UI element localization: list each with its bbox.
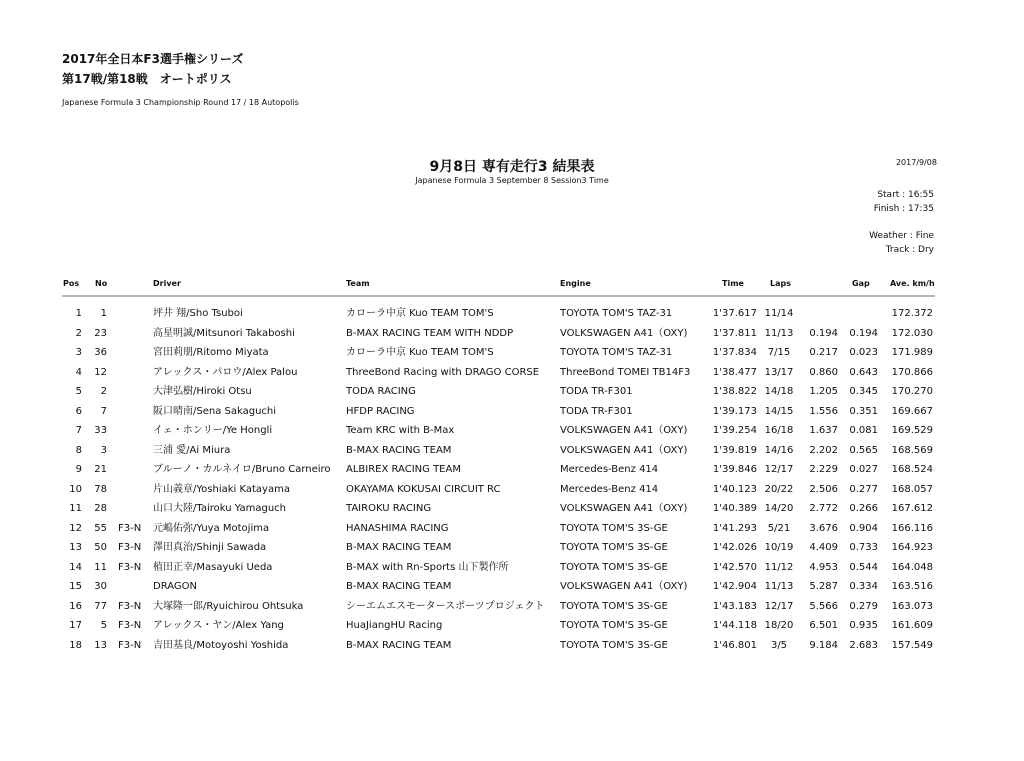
row-team: HFDP RACING <box>346 405 415 417</box>
row-driver: DRAGON <box>153 581 198 592</box>
table-row <box>0 460 1024 480</box>
row-gap-prev: 0.643 <box>849 366 878 378</box>
row-team: B-MAX RACING TEAM <box>346 581 452 592</box>
row-pos: 1 <box>75 308 82 319</box>
table-row <box>0 343 1024 363</box>
table-row <box>0 402 1024 422</box>
finish-time: Finish : 17:35 <box>873 204 934 214</box>
row-avg-speed: 163.516 <box>891 581 933 592</box>
row-team: ThreeBond Racing with DRAGO CORSE <box>346 366 540 378</box>
row-laps: 12/17 <box>764 464 794 475</box>
row-laps: 14/18 <box>764 386 794 397</box>
row-driver: 坪井 翔/Sho Tsuboi <box>153 308 243 319</box>
table-row <box>0 304 1024 324</box>
row-time: 1'41.293 <box>712 522 757 534</box>
row-time: 1'42.570 <box>712 561 757 573</box>
row-engine: VOLKSWAGEN A41（OXY) <box>560 444 688 456</box>
row-team: TAIROKU RACING <box>346 503 432 514</box>
row-team: B-MAX RACING TEAM WITH NDDP <box>346 327 514 339</box>
table-row <box>0 538 1024 558</box>
track-condition: Track : Dry <box>885 245 934 255</box>
row-gap-leader: 5.566 <box>809 600 838 612</box>
row-car-number: 3 <box>100 444 107 456</box>
row-team: OKAYAMA KOKUSAI CIRCUIT RC <box>346 483 501 495</box>
row-pos: 9 <box>75 464 82 475</box>
row-driver: 植田正幸/Masayuki Ueda <box>153 561 273 573</box>
row-avg-speed: 170.866 <box>891 366 933 378</box>
row-class: F3-N <box>118 542 142 553</box>
row-car-number: 23 <box>94 327 107 339</box>
row-avg-speed: 170.270 <box>891 386 933 397</box>
row-engine: TOYOTA TOM'S TAZ-31 <box>560 347 673 358</box>
row-avg-speed: 168.569 <box>891 444 933 456</box>
row-avg-speed: 157.549 <box>891 639 933 651</box>
row-driver: 高星明誠/Mitsunori Takaboshi <box>153 327 295 339</box>
row-time: 1'40.389 <box>712 503 757 514</box>
row-engine: VOLKSWAGEN A41（OXY) <box>560 503 688 514</box>
row-gap-prev: 0.935 <box>849 620 878 631</box>
header-gap: Gap <box>852 279 870 288</box>
row-avg-speed: 166.116 <box>891 522 933 534</box>
header-pos: Pos <box>63 279 80 288</box>
row-pos: 3 <box>75 347 82 358</box>
row-avg-speed: 169.529 <box>891 425 933 436</box>
row-driver: 澤田真治/Shinji Sawada <box>153 542 267 553</box>
page-title: 9月8日 専有走行3 結果表 <box>429 159 595 175</box>
table-row <box>0 636 1024 656</box>
row-car-number: 55 <box>94 522 107 534</box>
row-team: Team KRC with B-Max <box>346 425 455 436</box>
header-team: Team <box>346 279 370 288</box>
table-row <box>0 577 1024 597</box>
row-time: 1'42.904 <box>712 581 757 592</box>
row-gap-prev: 0.351 <box>849 405 878 417</box>
row-laps: 14/15 <box>764 405 794 417</box>
row-driver: 大津弘樹/Hiroki Otsu <box>153 386 252 397</box>
row-car-number: 21 <box>94 464 107 475</box>
table-row <box>0 324 1024 344</box>
row-avg-speed: 168.524 <box>891 464 933 475</box>
weather: Weather : Fine <box>869 231 934 241</box>
row-car-number: 7 <box>100 405 107 417</box>
row-gap-leader: 0.194 <box>809 327 838 339</box>
row-avg-speed: 172.030 <box>891 327 933 339</box>
row-time: 1'44.118 <box>712 620 757 631</box>
row-pos: 2 <box>75 327 82 339</box>
row-gap-leader: 2.772 <box>809 503 838 514</box>
round-subtitle: Japanese Formula 3 Championship Round 17 / 18 Autopolis <box>62 98 299 107</box>
row-pos: 6 <box>75 405 82 417</box>
row-car-number: 11 <box>94 561 107 573</box>
row-engine: TODA TR-F301 <box>560 386 633 397</box>
row-gap-leader: 1.637 <box>809 425 838 436</box>
row-gap-leader: 4.409 <box>809 542 838 553</box>
row-car-number: 36 <box>94 347 107 358</box>
row-team: B-MAX RACING TEAM <box>346 542 452 553</box>
row-time: 1'39.254 <box>712 425 757 436</box>
table-row <box>0 441 1024 461</box>
row-engine: VOLKSWAGEN A41（OXY) <box>560 327 688 339</box>
row-time: 1'38.822 <box>712 386 757 397</box>
row-time: 1'37.617 <box>712 308 757 319</box>
row-time: 1'46.801 <box>712 639 757 651</box>
row-class: F3-N <box>118 561 142 573</box>
table-row <box>0 480 1024 500</box>
row-car-number: 50 <box>94 542 107 553</box>
row-team: カローラ中京 Kuo TEAM TOM'S <box>346 347 494 358</box>
table-row <box>0 499 1024 519</box>
row-driver: ブルーノ・カルネイロ/Bruno Carneiro <box>153 464 331 475</box>
row-pos: 12 <box>69 522 82 534</box>
row-driver: 大塚隆一郎/Ryuichirou Ohtsuka <box>153 600 304 612</box>
page-subtitle: Japanese Formula 3 September 8 Session3 Time <box>415 176 609 185</box>
table-row <box>0 363 1024 383</box>
row-gap-prev: 0.194 <box>849 327 878 339</box>
row-laps: 11/13 <box>764 327 794 339</box>
row-gap-leader: 5.287 <box>809 581 838 592</box>
row-laps: 18/20 <box>764 620 794 631</box>
row-time: 1'38.477 <box>712 366 757 378</box>
row-gap-prev: 0.733 <box>849 542 878 553</box>
row-car-number: 77 <box>94 600 107 612</box>
row-laps: 14/16 <box>764 444 794 456</box>
row-avg-speed: 164.048 <box>891 561 933 573</box>
row-gap-leader: 6.501 <box>809 620 838 631</box>
table-row <box>0 382 1024 402</box>
row-avg-speed: 164.923 <box>891 542 933 553</box>
row-team: TODA RACING <box>346 386 416 397</box>
row-team: カローラ中京 Kuo TEAM TOM'S <box>346 308 494 319</box>
header-divider <box>62 295 935 297</box>
row-pos: 18 <box>69 639 82 651</box>
row-pos: 7 <box>75 425 82 436</box>
row-engine: Mercedes-Benz 414 <box>560 483 659 495</box>
row-avg-speed: 167.612 <box>891 503 933 514</box>
row-driver: アレックス・ヤン/Alex Yang <box>153 620 284 631</box>
table-row <box>0 421 1024 441</box>
row-time: 1'39.173 <box>712 405 757 417</box>
row-driver: 宮田莉朋/Ritomo Miyata <box>153 347 269 358</box>
row-class: F3-N <box>118 522 142 534</box>
header-time: Time <box>722 279 744 288</box>
table-row <box>0 616 1024 636</box>
row-car-number: 28 <box>94 503 107 514</box>
row-avg-speed: 161.609 <box>891 620 933 631</box>
row-driver: 山口大陸/Tairoku Yamaguch <box>153 503 286 514</box>
table-row <box>0 597 1024 617</box>
row-gap-prev: 0.277 <box>849 483 878 495</box>
row-gap-leader: 0.860 <box>809 366 838 378</box>
row-car-number: 1 <box>100 308 107 319</box>
row-car-number: 5 <box>100 620 107 631</box>
row-gap-prev: 0.565 <box>849 444 878 456</box>
row-gap-prev: 0.279 <box>849 600 878 612</box>
row-gap-leader: 3.676 <box>809 522 838 534</box>
row-class: F3-N <box>118 600 142 612</box>
row-gap-leader: 9.184 <box>809 639 838 651</box>
row-gap-prev: 0.345 <box>849 386 878 397</box>
round-title: 第17戦/第18戦 オートポリス <box>62 72 232 86</box>
row-engine: TOYOTA TOM'S 3S-GE <box>560 639 668 651</box>
row-time: 1'43.183 <box>712 600 757 612</box>
row-team: B-MAX RACING TEAM <box>346 639 452 651</box>
table-row <box>0 558 1024 578</box>
row-driver: 阪口晴南/Sena Sakaguchi <box>153 405 277 417</box>
results-table <box>0 304 1024 655</box>
row-driver: アレックス・パロウ/Alex Palou <box>153 366 298 378</box>
table-row <box>0 519 1024 539</box>
row-engine: TOYOTA TOM'S 3S-GE <box>560 522 668 534</box>
row-avg-speed: 169.667 <box>891 405 933 417</box>
row-car-number: 13 <box>94 639 107 651</box>
row-laps: 11/14 <box>764 308 794 319</box>
row-time: 1'42.026 <box>712 542 757 553</box>
row-car-number: 33 <box>94 425 107 436</box>
row-gap-prev: 0.904 <box>849 522 878 534</box>
row-team: HANASHIMA RACING <box>346 522 449 534</box>
row-avg-speed: 163.073 <box>891 600 933 612</box>
row-pos: 15 <box>69 581 82 592</box>
row-time: 1'37.811 <box>712 327 757 339</box>
row-gap-prev: 0.027 <box>849 464 878 475</box>
row-pos: 8 <box>75 444 82 456</box>
row-engine: VOLKSWAGEN A41（OXY) <box>560 425 688 436</box>
table-header <box>0 277 1024 291</box>
header-laps: Laps <box>770 279 791 288</box>
row-avg-speed: 171.989 <box>891 347 933 358</box>
row-car-number: 12 <box>94 366 107 378</box>
row-engine: Mercedes-Benz 414 <box>560 464 659 475</box>
row-driver: 元嶋佑弥/Yuya Motojima <box>153 522 270 534</box>
row-engine: TOYOTA TOM'S 3S-GE <box>560 600 668 612</box>
row-laps: 12/17 <box>764 600 794 612</box>
row-gap-leader: 2.202 <box>809 444 838 456</box>
row-gap-leader: 2.229 <box>809 464 838 475</box>
row-pos: 13 <box>69 542 82 553</box>
row-engine: TODA TR-F301 <box>560 405 633 417</box>
row-car-number: 2 <box>100 386 107 397</box>
row-laps: 5/21 <box>767 522 791 534</box>
row-time: 1'40.123 <box>712 483 757 495</box>
row-driver: 片山義章/Yoshiaki Katayama <box>153 483 290 495</box>
row-laps: 13/17 <box>764 366 794 378</box>
row-car-number: 78 <box>94 483 107 495</box>
row-engine: TOYOTA TOM'S 3S-GE <box>560 542 668 553</box>
header-no: No <box>95 279 108 288</box>
row-engine: TOYOTA TOM'S 3S-GE <box>560 561 668 573</box>
document-date: 2017/9/08 <box>895 158 937 167</box>
row-time: 1'37.834 <box>712 347 757 358</box>
row-laps: 3/5 <box>770 639 788 651</box>
row-pos: 11 <box>69 503 82 514</box>
row-gap-leader: 2.506 <box>809 483 838 495</box>
row-laps: 7/15 <box>767 347 791 358</box>
row-time: 1'39.819 <box>712 444 757 456</box>
row-gap-leader: 0.217 <box>809 347 838 358</box>
row-gap-prev: 0.081 <box>849 425 878 436</box>
row-gap-prev: 0.266 <box>849 503 878 514</box>
row-laps: 16/18 <box>764 425 794 436</box>
row-team: ALBIREX RACING TEAM <box>346 464 461 475</box>
row-engine: VOLKSWAGEN A41（OXY) <box>560 581 688 592</box>
row-pos: 5 <box>75 386 82 397</box>
series-title: 2017年全日本F3選手権シリーズ <box>62 52 244 66</box>
header-engine: Engine <box>560 279 591 288</box>
row-team: B-MAX with Rn-Sports 山下製作所 <box>346 561 509 573</box>
row-gap-prev: 2.683 <box>849 639 878 651</box>
row-laps: 20/22 <box>764 483 794 495</box>
row-team: B-MAX RACING TEAM <box>346 444 452 456</box>
row-pos: 16 <box>69 600 82 612</box>
row-laps: 10/19 <box>764 542 794 553</box>
row-avg-speed: 168.057 <box>891 483 933 495</box>
row-pos: 14 <box>69 561 82 573</box>
row-time: 1'39.846 <box>712 464 757 475</box>
row-pos: 4 <box>75 366 82 378</box>
row-gap-prev: 0.334 <box>849 581 878 592</box>
row-driver: 吉田基良/Motoyoshi Yoshida <box>153 639 289 651</box>
row-gap-leader: 4.953 <box>809 561 838 573</box>
row-car-number: 30 <box>94 581 107 592</box>
header-driver: Driver <box>153 279 181 288</box>
row-laps: 11/12 <box>764 561 794 573</box>
row-class: F3-N <box>118 620 142 631</box>
start-time: Start : 16:55 <box>877 190 934 200</box>
row-gap-prev: 0.023 <box>849 347 878 358</box>
row-pos: 17 <box>69 620 82 631</box>
row-gap-leader: 1.556 <box>809 405 838 417</box>
row-pos: 10 <box>69 483 82 495</box>
row-team: シーエムエスモータースポーツプロジェクト <box>346 600 545 612</box>
header-speed: Ave. km/h <box>890 279 935 288</box>
row-engine: TOYOTA TOM'S TAZ-31 <box>560 308 673 319</box>
row-engine: TOYOTA TOM'S 3S-GE <box>560 620 668 631</box>
row-avg-speed: 172.372 <box>891 308 933 319</box>
row-engine: ThreeBond TOMEI TB14F3 <box>560 366 691 378</box>
row-team: HuaJiangHU Racing <box>346 620 443 631</box>
row-class: F3-N <box>118 639 142 651</box>
row-gap-leader: 1.205 <box>809 386 838 397</box>
row-driver: 三浦 愛/Ai Miura <box>153 444 231 456</box>
row-laps: 14/20 <box>764 503 794 514</box>
row-laps: 11/13 <box>764 581 794 592</box>
row-gap-prev: 0.544 <box>849 561 878 573</box>
row-driver: イェ・ホンリー/Ye Hongli <box>153 425 273 436</box>
